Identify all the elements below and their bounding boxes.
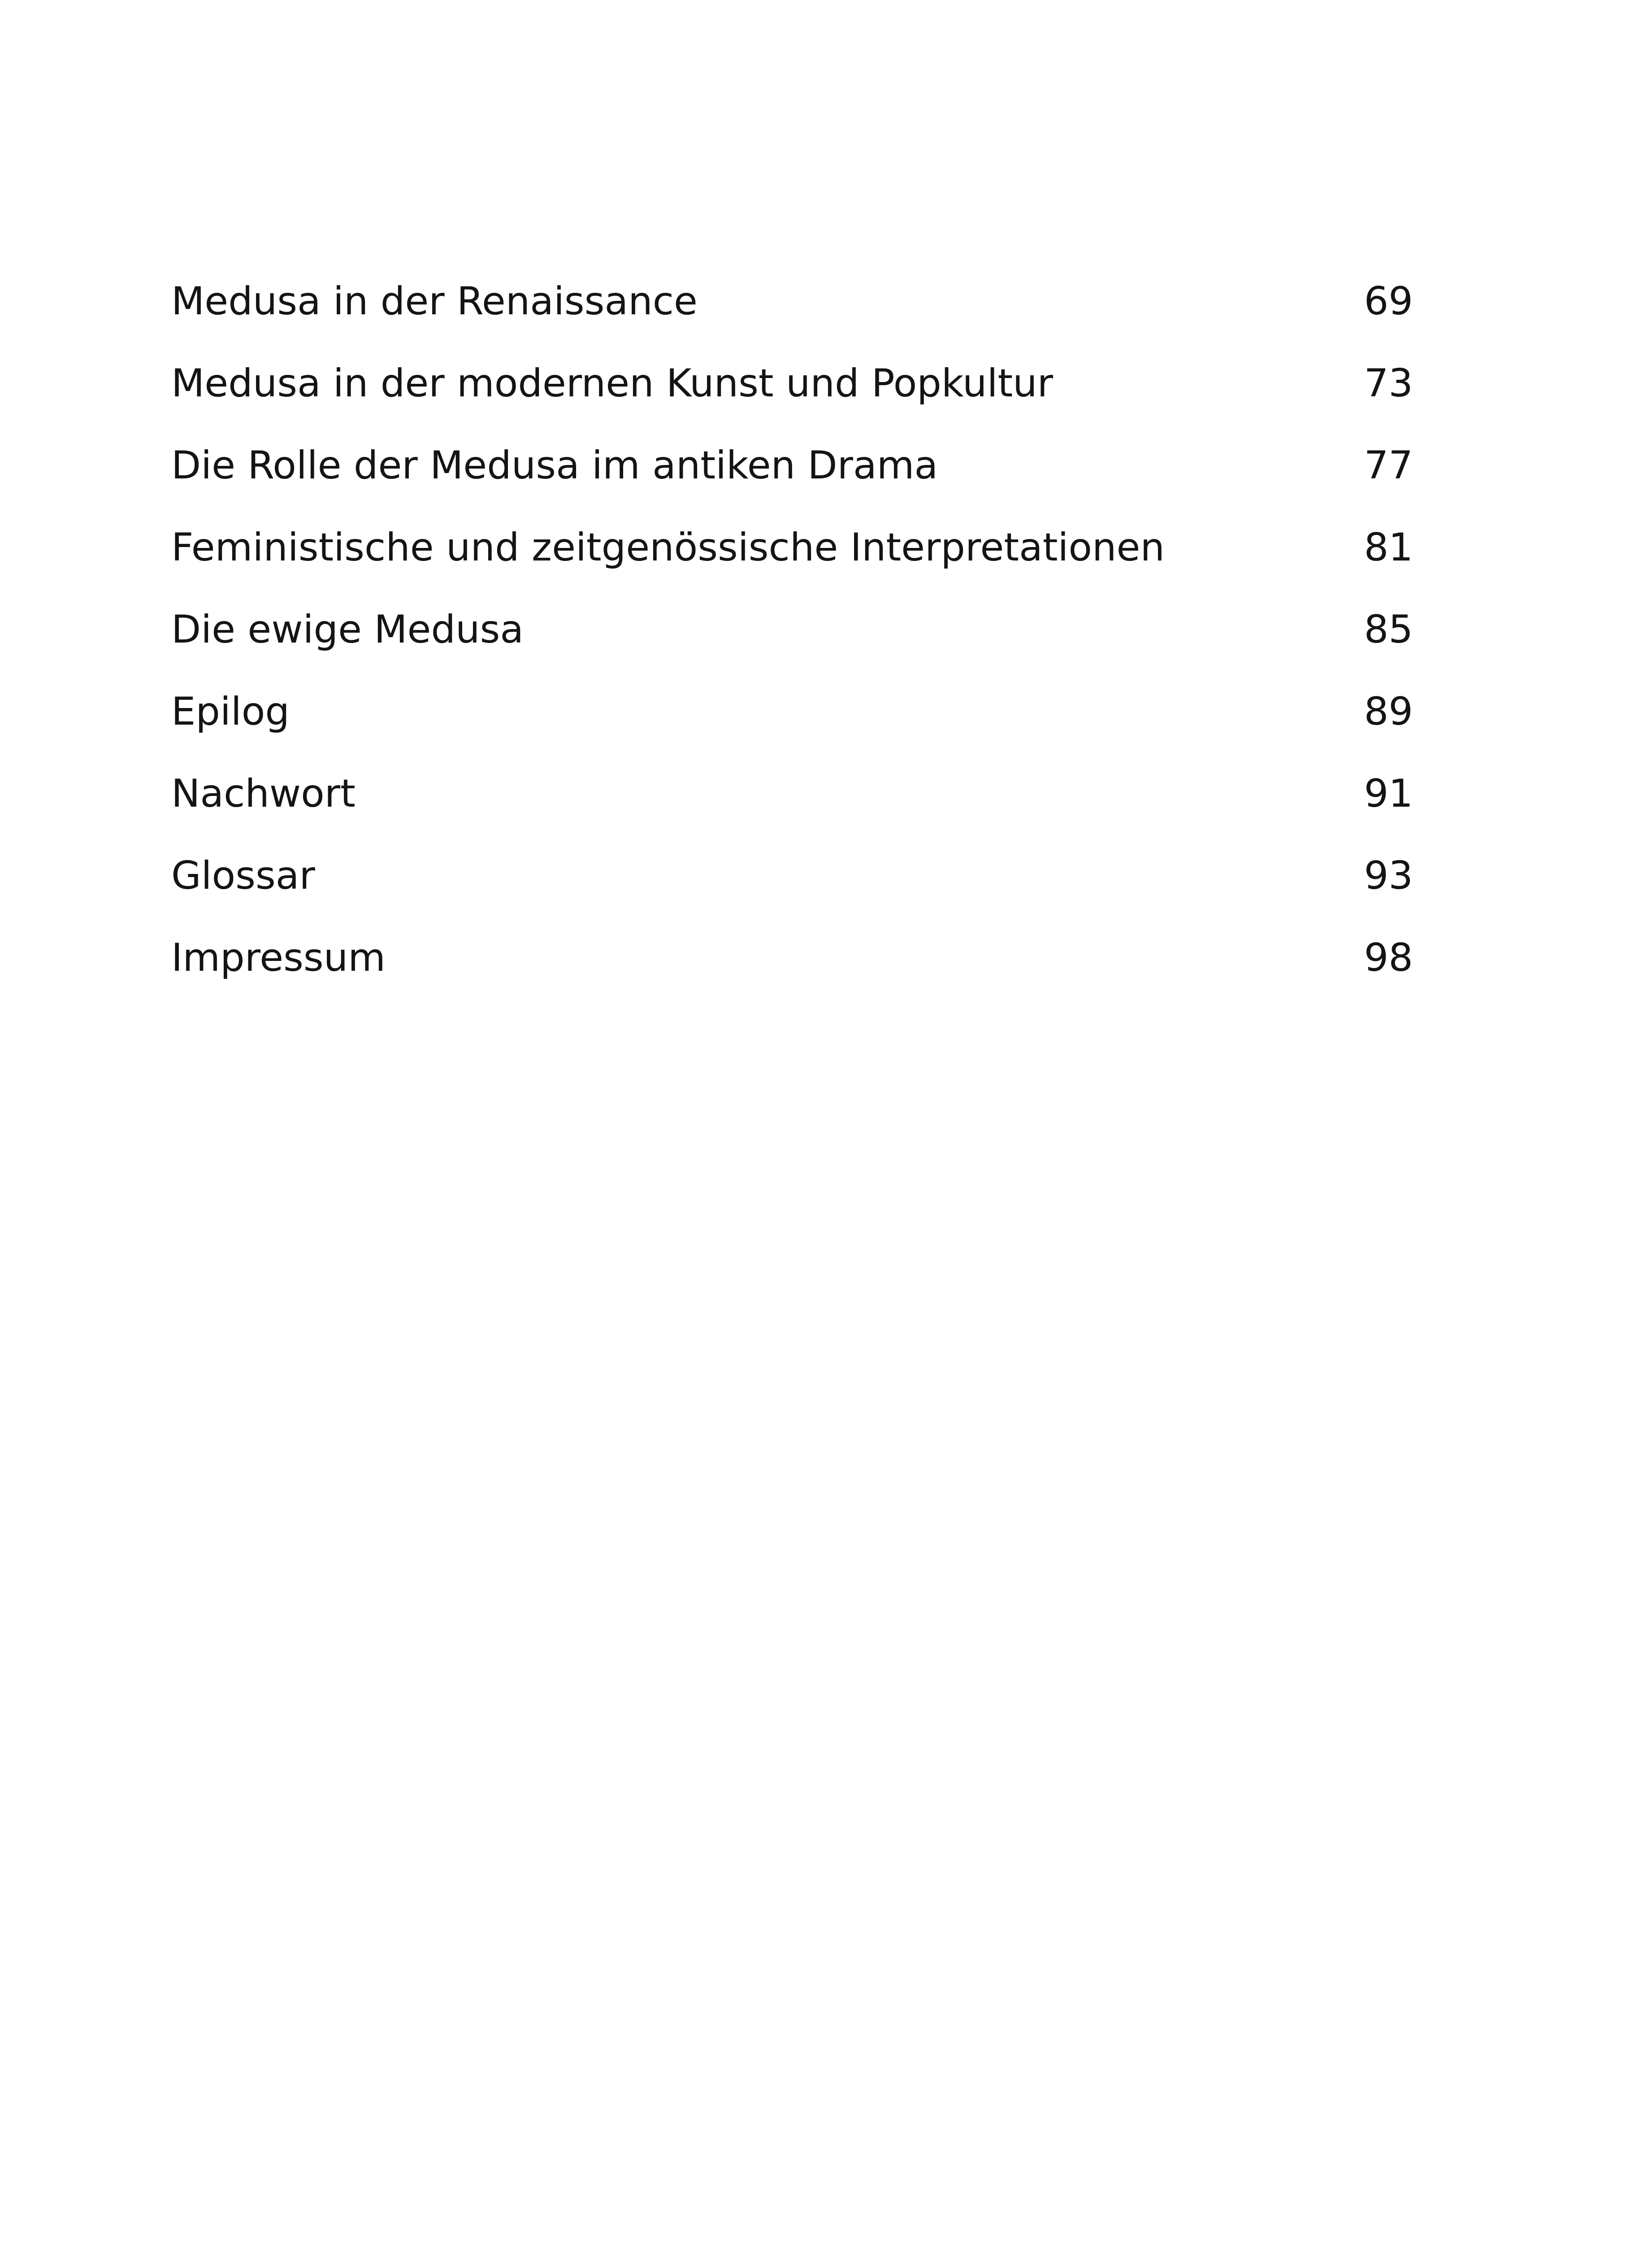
toc-entry[interactable] [171, 752, 1413, 834]
toc-entry[interactable] [171, 424, 1413, 506]
toc-entry-page-number: 69 [1364, 278, 1413, 324]
toc-entry-title: Medusa in der modernen Kunst und Popkultur [171, 361, 1054, 406]
toc-entry-title: Impressum [171, 935, 386, 980]
toc-entry-title: Glossar [171, 853, 315, 898]
table-of-contents [171, 260, 1413, 999]
toc-entry-title: Feministische und zeitgenössische Interpretationen [171, 525, 1165, 570]
toc-entry-page-number: 93 [1364, 853, 1413, 898]
toc-entry-page-number: 77 [1364, 443, 1413, 488]
toc-entry-page-number: 98 [1364, 935, 1413, 980]
toc-entry[interactable] [171, 588, 1413, 670]
toc-entry[interactable] [171, 834, 1413, 917]
toc-entry-title: Die ewige Medusa [171, 607, 524, 652]
toc-entry-title: Epilog [171, 689, 290, 734]
toc-entry[interactable] [171, 670, 1413, 752]
toc-entry-page-number: 81 [1364, 525, 1413, 570]
toc-entry-page-number: 89 [1364, 689, 1413, 734]
toc-entry-page-number: 73 [1364, 361, 1413, 406]
toc-entry-title: Medusa in der Renaissance [171, 278, 698, 324]
toc-entry[interactable] [171, 506, 1413, 588]
toc-entry-page-number: 91 [1364, 771, 1413, 816]
toc-entry[interactable] [171, 342, 1413, 424]
toc-entry-page-number: 85 [1364, 607, 1413, 652]
toc-entry[interactable] [171, 917, 1413, 999]
toc-entry-title: Die Rolle der Medusa im antiken Drama [171, 443, 938, 488]
toc-entry[interactable] [171, 260, 1413, 342]
toc-entry-title: Nachwort [171, 771, 356, 816]
